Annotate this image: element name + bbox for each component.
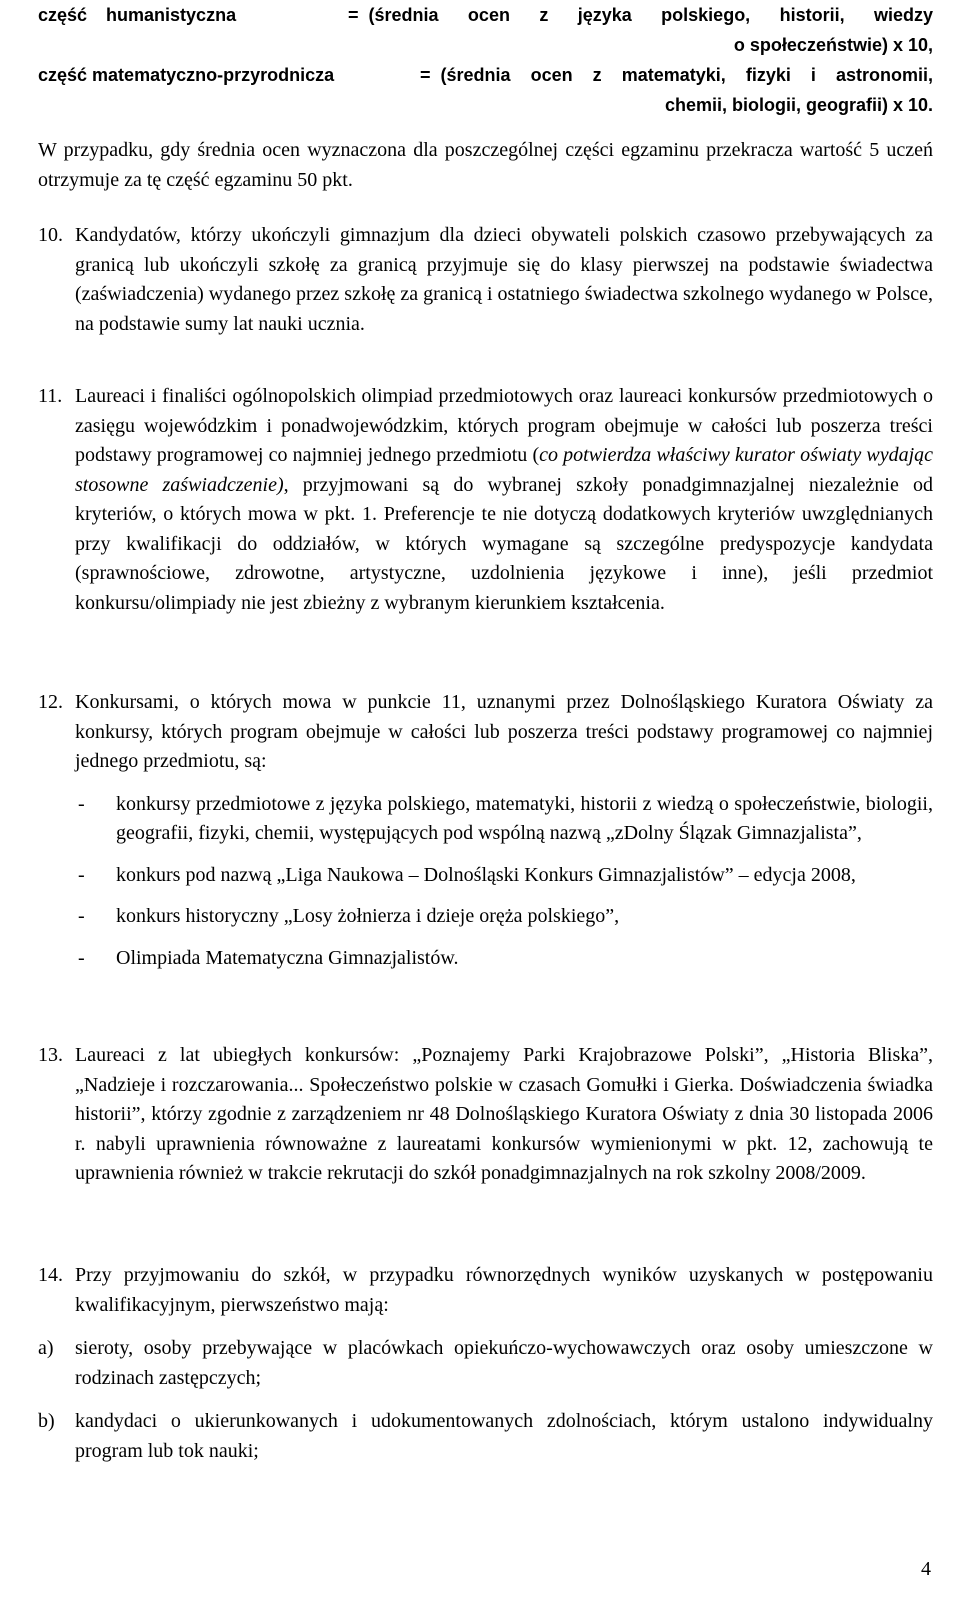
- paragraph-number: 12.: [38, 691, 63, 713]
- paragraph-11: [38, 382, 933, 618]
- list-item: - Olimpiada Matematyczna Gimnazjalistów.: [38, 944, 933, 974]
- list-item: - konkurs pod nazwą „Liga Naukowa – Dolnośląski Konkurs Gimnazjalistów” – edycja 2008,: [38, 861, 933, 891]
- formula-definition: (średnia ocen z matematyki, fizyki i astronomii, chemii, biologii, geografii) x 10.: [440, 65, 933, 115]
- paragraph-14: [38, 1261, 933, 1466]
- formula-label: część humanistyczna: [38, 5, 237, 25]
- paragraph-text: Laureaci z lat ubiegłych konkursów: „Poznajemy Parki Krajobrazowe Polski”, „Historia Bliska”, „Nadzieje i rozczarowania... Społeczeństwo polskie w czasach Gomułki i Gierka. Doświadczenia świadka historii”, którzy zgodnie z zarządzeniem nr 48 Dolnośląskiego Kuratora Oświaty z dnia 30 listopada 2006 r. nabyli uprawnienia równoważne z laureatami konkursów wymienionymi w pkt. 12, zachowują te uprawnienia również w trakcie rekrutacji do szkół ponadgimnazjalnych na rok szkolny 2008/2009.: [75, 1044, 933, 1184]
- paragraph-text: Konkursami, o których mowa w punkcie 11, uznanymi przez Dolnośląskiego Kuratora Oświaty za konkursy, których program obejmuje w całości lub poszerza treści podstawy programowej co najmniej jednego przedmiotu, są:: [75, 691, 933, 772]
- list-item: - konkursy przedmiotowe z języka polskiego, matematyki, historii z wiedzą o społeczeństwie, biologii, geografii, fizyki, chemii, występujących pod wspólną nazwą „zDolny Ślązak Gimnazjalista”,: [38, 790, 933, 849]
- paragraph-text: Laureaci i finaliści ogólnopolskich olimpiad przedmiotowych oraz laureaci konkursów przedmiotowych o zasięgu wojewódzkim i ponadwojewódzkim, których program obejmuje w całości lub poszerza treści podstawy programowej co najmniej jednego przedmiotu (co potwierdza właściwy kurator oświaty wydając stosowne zaświadczenie), przyjmowani są do wybranej szkoły ponadgimnazjalnej niezależnie od kryteriów, o których mowa w pkt. 1. Preferencje te nie dotyczą dodatkowych kryteriów uwzględnianych przy kwalifikacji do oddziałów, w których wymagane są szczególne predyspozycje kandydata (sprawnościowe, zdrowotne, artystyczne, uzdolnienia językowe i inne), jeśli przedmiot konkursu/olimpiady nie jest zbieżny z wybranym kierunkiem kształcenia.: [75, 385, 934, 614]
- list-item: b) kandydaci o ukierunkowanych i udokumentowanych zdolnościach, którym ustalono indywidualny program lub tok nauki;: [38, 1407, 933, 1466]
- formula-equals: =: [348, 5, 359, 25]
- paragraph-13: [38, 1041, 933, 1189]
- formula-math-science: [38, 60, 933, 120]
- bullet-dash: -: [78, 792, 85, 815]
- formula-equals: =: [420, 65, 431, 85]
- list-label: a): [38, 1337, 54, 1359]
- paragraph-text: Przy przyjmowaniu do szkół, w przypadku równorzędnych wyników uzyskanych w postępowaniu kwalifikacyjnym, pierwszeństwo mają:: [75, 1264, 933, 1316]
- formula-definition: (średnia ocen z języka polskiego, historii, wiedzy o społeczeństwie) x 10,: [368, 5, 933, 55]
- page-number: 4: [921, 1558, 931, 1580]
- formula-humanities: [38, 0, 933, 60]
- list-item: - konkurs historyczny „Losy żołnierza i dzieje oręża polskiego”,: [38, 902, 933, 932]
- paragraph-text: Kandydatów, którzy ukończyli gimnazjum dla dzieci obywateli polskich czasowo przebywających za granicą lub ukończyli szkołę za granicą przyjmuje się do klasy pierwszej na podstawie świadectwa (zaświadczenia) wydanego przez szkołę za granicą i ostatniego świadectwa szkolnego wydanego w Polsce, na podstawie sumy lat nauki ucznia.: [75, 224, 933, 335]
- paragraph-number: 11.: [38, 385, 63, 407]
- paragraph-10: [38, 221, 933, 339]
- formula-label: część matematyczno-przyrodnicza: [38, 65, 335, 85]
- document-page: [38, 0, 933, 1608]
- list-label: b): [38, 1410, 55, 1432]
- list-item: a) sieroty, osoby przebywające w placówkach opiekuńczo-wychowawczych oraz osoby umieszczone w rodzinach zastępczych;: [38, 1334, 933, 1393]
- paragraph-number: 13.: [38, 1044, 63, 1066]
- score-cap-note: W przypadku, gdy średnia ocen wyznaczona dla poszczególnej części egzaminu przekracza wartość 5 uczeń otrzymuje za tę część egzaminu 50 pkt.: [38, 139, 933, 191]
- paragraph-12: [38, 688, 933, 973]
- paragraph-number: 10.: [38, 224, 63, 246]
- italic-remark: co potwierdza właściwy kurator oświaty wydając stosowne zaświadczenie): [75, 444, 934, 496]
- bullet-dash: -: [78, 863, 85, 886]
- bullet-dash: -: [78, 905, 85, 927]
- paragraph-number: 14.: [38, 1264, 63, 1286]
- bullet-dash: -: [78, 946, 85, 969]
